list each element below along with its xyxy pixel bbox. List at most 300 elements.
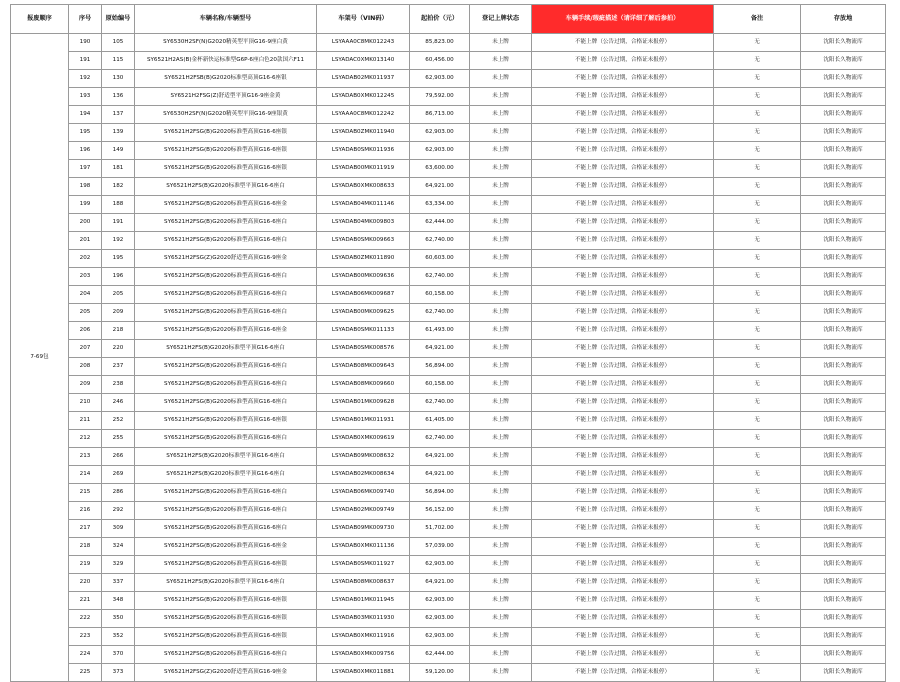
price-cell: 62,444.00 [410, 646, 470, 664]
name-cell: SY6521H2FSB(B)G2020标准型高顶G16-6座银 [135, 70, 317, 88]
name-cell: SY6521H2FS(B)G2020标准型平顶G16-6座白 [135, 178, 317, 196]
transfer-cell: 不能上牌（公告过期，合格证未报停） [532, 448, 714, 466]
transfer-cell: 不能上牌（公告过期，合格证未报停） [532, 340, 714, 358]
orig-no-cell: 191 [102, 214, 135, 232]
header-reg: 登记上牌状态 [470, 5, 532, 34]
vin-cell: LSYADAB04MK011146 [317, 196, 410, 214]
seq-cell: 215 [69, 484, 102, 502]
seq-cell: 208 [69, 358, 102, 376]
name-cell: SY6521H2FSG(B)G2020标准型高顶G16-6座银 [135, 160, 317, 178]
vin-cell: LSYADAB01MK009628 [317, 394, 410, 412]
vin-cell: LSYADAB0SMK011927 [317, 556, 410, 574]
name-cell: SY6521H2FS(B)G2020标准型平顶G16-6座白 [135, 466, 317, 484]
remark-cell: 无 [714, 214, 801, 232]
vin-cell: LSYADAB06MK009740 [317, 484, 410, 502]
transfer-cell: 不能上牌（公告过期，合格证未报停） [532, 538, 714, 556]
table-row [11, 178, 886, 196]
transfer-cell: 不能上牌（公告过期，合格证未报停） [532, 232, 714, 250]
storage-cell: 沈阳长久物流库 [801, 52, 886, 70]
vin-cell: LSYADAB0XMK008633 [317, 178, 410, 196]
table-row [11, 592, 886, 610]
remark-cell: 无 [714, 628, 801, 646]
table-row [11, 106, 886, 124]
transfer-cell: 不能上牌（公告过期，合格证未报停） [532, 304, 714, 322]
name-cell: SY6521H2FSG(B)G2020标准型高顶G16-6座白 [135, 214, 317, 232]
vin-cell: LSYADAB08MK009643 [317, 358, 410, 376]
header-price: 起拍价（元） [410, 5, 470, 34]
name-cell: SY6521H2FSG(Z)G2020舒适型高顶G16-9座金 [135, 250, 317, 268]
orig-no-cell: 209 [102, 304, 135, 322]
transfer-cell: 不能上牌（公告过期，合格证未报停） [532, 268, 714, 286]
seq-cell: 206 [69, 322, 102, 340]
reg-cell: 未上牌 [470, 592, 532, 610]
price-cell: 62,740.00 [410, 304, 470, 322]
price-cell: 60,456.00 [410, 52, 470, 70]
remark-cell: 无 [714, 358, 801, 376]
seq-cell: 224 [69, 646, 102, 664]
price-cell: 62,740.00 [410, 394, 470, 412]
name-cell: SY6521H2FSG(B)G2020标准型高顶G16-6座白 [135, 520, 317, 538]
storage-cell: 沈阳长久物流库 [801, 268, 886, 286]
reg-cell: 未上牌 [470, 358, 532, 376]
seq-cell: 198 [69, 178, 102, 196]
price-cell: 62,740.00 [410, 430, 470, 448]
transfer-cell: 不能上牌（公告过期，合格证未报停） [532, 196, 714, 214]
batch-cell: 7-69包 [11, 34, 69, 682]
orig-no-cell: 373 [102, 664, 135, 682]
orig-no-cell: 255 [102, 430, 135, 448]
name-cell: SY6521H2FSG(B)G2020标准型高顶G16-6座银 [135, 610, 317, 628]
seq-cell: 190 [69, 34, 102, 52]
seq-cell: 220 [69, 574, 102, 592]
vin-cell: LSYADAB00MK009636 [317, 268, 410, 286]
name-cell: SY6521H2FS(B)G2020标准型平顶G16-6座白 [135, 340, 317, 358]
storage-cell: 沈阳长久物流库 [801, 646, 886, 664]
remark-cell: 无 [714, 286, 801, 304]
reg-cell: 未上牌 [470, 70, 532, 88]
seq-cell: 205 [69, 304, 102, 322]
transfer-cell: 不能上牌（公告过期，合格证未报停） [532, 124, 714, 142]
name-cell: SY6521H2FSG(B)G2020标准型高顶G16-6座金 [135, 196, 317, 214]
table-row [11, 610, 886, 628]
storage-cell: 沈阳长久物流库 [801, 484, 886, 502]
table-row [11, 124, 886, 142]
storage-cell: 沈阳长久物流库 [801, 232, 886, 250]
reg-cell: 未上牌 [470, 286, 532, 304]
seq-cell: 209 [69, 376, 102, 394]
vin-cell: LSYADAB08MK008637 [317, 574, 410, 592]
seq-cell: 212 [69, 430, 102, 448]
reg-cell: 未上牌 [470, 34, 532, 52]
reg-cell: 未上牌 [470, 88, 532, 106]
name-cell: SY6530H2SF(N)G2020精英型平顶G16-9座白黄 [135, 34, 317, 52]
table-row [11, 142, 886, 160]
price-cell: 62,903.00 [410, 70, 470, 88]
reg-cell: 未上牌 [470, 232, 532, 250]
vin-cell: LSYADAB00MK011919 [317, 160, 410, 178]
price-cell: 62,740.00 [410, 232, 470, 250]
reg-cell: 未上牌 [470, 574, 532, 592]
reg-cell: 未上牌 [470, 466, 532, 484]
table-row [11, 70, 886, 88]
transfer-cell: 不能上牌（公告过期，合格证未报停） [532, 484, 714, 502]
transfer-cell: 不能上牌（公告过期，合格证未报停） [532, 502, 714, 520]
name-cell: SY6521H2FSG(B)G2020标准型高顶G16-6座银 [135, 556, 317, 574]
transfer-cell: 不能上牌（公告过期，合格证未报停） [532, 628, 714, 646]
remark-cell: 无 [714, 34, 801, 52]
name-cell: SY6530H2SF(N)G2020精英型平顶G16-9座银黄 [135, 106, 317, 124]
table-row [11, 34, 886, 52]
seq-cell: 204 [69, 286, 102, 304]
name-cell: SY6521H2FSG(B)G2020标准型高顶G16-6座白 [135, 394, 317, 412]
transfer-cell: 不能上牌（公告过期，合格证未报停） [532, 466, 714, 484]
reg-cell: 未上牌 [470, 106, 532, 124]
seq-cell: 201 [69, 232, 102, 250]
seq-cell: 210 [69, 394, 102, 412]
table-row [11, 484, 886, 502]
storage-cell: 沈阳长久物流库 [801, 412, 886, 430]
remark-cell: 无 [714, 430, 801, 448]
price-cell: 63,600.00 [410, 160, 470, 178]
remark-cell: 无 [714, 646, 801, 664]
reg-cell: 未上牌 [470, 538, 532, 556]
transfer-cell: 不能上牌（公告过期，合格证未报停） [532, 430, 714, 448]
vin-cell: LSYADAB0XMK012245 [317, 88, 410, 106]
orig-no-cell: 324 [102, 538, 135, 556]
price-cell: 57,039.00 [410, 538, 470, 556]
remark-cell: 无 [714, 88, 801, 106]
orig-no-cell: 350 [102, 610, 135, 628]
reg-cell: 未上牌 [470, 610, 532, 628]
orig-no-cell: 286 [102, 484, 135, 502]
price-cell: 86,713.00 [410, 106, 470, 124]
seq-cell: 191 [69, 52, 102, 70]
name-cell: SY6521H2FSG(B)G2020标准型高顶G16-6座白 [135, 268, 317, 286]
remark-cell: 无 [714, 376, 801, 394]
orig-no-cell: 139 [102, 124, 135, 142]
reg-cell: 未上牌 [470, 412, 532, 430]
reg-cell: 未上牌 [470, 304, 532, 322]
seq-cell: 199 [69, 196, 102, 214]
name-cell: SY6521H2FS(B)G2020标准型平顶G16-6座白 [135, 574, 317, 592]
price-cell: 62,903.00 [410, 628, 470, 646]
vin-cell: LSYADAB00MK009625 [317, 304, 410, 322]
storage-cell: 沈阳长久物流库 [801, 124, 886, 142]
name-cell: SY6521H2FSG(B)G2020标准型高顶G16-6座银 [135, 412, 317, 430]
transfer-cell: 不能上牌（公告过期，合格证未报停） [532, 160, 714, 178]
vin-cell: LSYADAB08MK009660 [317, 376, 410, 394]
orig-no-cell: 196 [102, 268, 135, 286]
reg-cell: 未上牌 [470, 520, 532, 538]
reg-cell: 未上牌 [470, 160, 532, 178]
price-cell: 64,921.00 [410, 466, 470, 484]
price-cell: 64,921.00 [410, 574, 470, 592]
remark-cell: 无 [714, 178, 801, 196]
name-cell: SY6521H2FSG(Z)G2020舒适型高顶G16-9座金 [135, 664, 317, 682]
table-row [11, 628, 886, 646]
transfer-cell: 不能上牌（公告过期，合格证未报停） [532, 664, 714, 682]
storage-cell: 沈阳长久物流库 [801, 430, 886, 448]
name-cell: SY6521H2FSG(B)G2020标准型高顶G16-6座银 [135, 592, 317, 610]
remark-cell: 无 [714, 160, 801, 178]
transfer-cell: 不能上牌（公告过期，合格证未报停） [532, 520, 714, 538]
table-row [11, 268, 886, 286]
name-cell: SY6521H2AS(B)金杯新快运标准型G6P-6座白色20款国六F11 [135, 52, 317, 70]
name-cell: SY6521H2FSG(B)G2020标准型高顶G16-6座银 [135, 628, 317, 646]
transfer-cell: 不能上牌（公告过期，合格证未报停） [532, 412, 714, 430]
vin-cell: LSYADAB09MK009730 [317, 520, 410, 538]
storage-cell: 沈阳长久物流库 [801, 628, 886, 646]
header-name: 车辆名称/车辆型号 [135, 5, 317, 34]
price-cell: 79,592.00 [410, 88, 470, 106]
orig-no-cell: 352 [102, 628, 135, 646]
table-row [11, 304, 886, 322]
remark-cell: 无 [714, 196, 801, 214]
transfer-cell: 不能上牌（公告过期，合格证未报停） [532, 250, 714, 268]
vin-cell: LSYADAB0ZMK011940 [317, 124, 410, 142]
seq-cell: 192 [69, 70, 102, 88]
storage-cell: 沈阳长久物流库 [801, 664, 886, 682]
table-row [11, 214, 886, 232]
orig-no-cell: 218 [102, 322, 135, 340]
remark-cell: 无 [714, 412, 801, 430]
header-transfer: 车辆手续/瑕疵描述（请详细了解后参拍） [532, 5, 714, 34]
storage-cell: 沈阳长久物流库 [801, 88, 886, 106]
price-cell: 85,823.00 [410, 34, 470, 52]
table-row [11, 358, 886, 376]
seq-cell: 222 [69, 610, 102, 628]
storage-cell: 沈阳长久物流库 [801, 250, 886, 268]
remark-cell: 无 [714, 664, 801, 682]
price-cell: 62,903.00 [410, 592, 470, 610]
price-cell: 56,894.00 [410, 484, 470, 502]
table-row [11, 394, 886, 412]
price-cell: 62,740.00 [410, 268, 470, 286]
transfer-cell: 不能上牌（公告过期，合格证未报停） [532, 556, 714, 574]
reg-cell: 未上牌 [470, 196, 532, 214]
remark-cell: 无 [714, 592, 801, 610]
header-row [11, 5, 886, 34]
reg-cell: 未上牌 [470, 340, 532, 358]
name-cell: SY6521H2FSG(B)G2020标准型高顶G16-6座白 [135, 502, 317, 520]
remark-cell: 无 [714, 106, 801, 124]
transfer-cell: 不能上牌（公告过期，合格证未报停） [532, 574, 714, 592]
seq-cell: 203 [69, 268, 102, 286]
seq-cell: 197 [69, 160, 102, 178]
orig-no-cell: 237 [102, 358, 135, 376]
storage-cell: 沈阳长久物流库 [801, 196, 886, 214]
vin-cell: LSYADAB03MK011930 [317, 610, 410, 628]
seq-cell: 223 [69, 628, 102, 646]
transfer-cell: 不能上牌（公告过期，合格证未报停） [532, 394, 714, 412]
header-storage: 存放地 [801, 5, 886, 34]
vin-cell: LSYADAB0XMK011136 [317, 538, 410, 556]
seq-cell: 193 [69, 88, 102, 106]
seq-cell: 202 [69, 250, 102, 268]
name-cell: SY6521H2FSG(B)G2020标准型高顶G16-6座银 [135, 124, 317, 142]
table-row [11, 448, 886, 466]
table-row [11, 556, 886, 574]
price-cell: 63,334.00 [410, 196, 470, 214]
reg-cell: 未上牌 [470, 268, 532, 286]
storage-cell: 沈阳长久物流库 [801, 394, 886, 412]
table-row [11, 196, 886, 214]
remark-cell: 无 [714, 520, 801, 538]
transfer-cell: 不能上牌（公告过期，合格证未报停） [532, 322, 714, 340]
reg-cell: 未上牌 [470, 250, 532, 268]
name-cell: SY6521H2FS(B)G2020标准型平顶G16-6座白 [135, 448, 317, 466]
storage-cell: 沈阳长久物流库 [801, 592, 886, 610]
price-cell: 60,158.00 [410, 286, 470, 304]
price-cell: 64,921.00 [410, 448, 470, 466]
table-row [11, 664, 886, 682]
storage-cell: 沈阳长久物流库 [801, 340, 886, 358]
price-cell: 61,405.00 [410, 412, 470, 430]
seq-cell: 207 [69, 340, 102, 358]
orig-no-cell: 252 [102, 412, 135, 430]
transfer-cell: 不能上牌（公告过期，合格证未报停） [532, 646, 714, 664]
transfer-cell: 不能上牌（公告过期，合格证未报停） [532, 610, 714, 628]
name-cell: SY6521H2FSG(B)G2020标准型高顶G16-6座白 [135, 358, 317, 376]
storage-cell: 沈阳长久物流库 [801, 286, 886, 304]
remark-cell: 无 [714, 268, 801, 286]
seq-cell: 216 [69, 502, 102, 520]
table-row [11, 574, 886, 592]
name-cell: SY6521H2FSG(B)G2020标准型高顶G16-6座金 [135, 538, 317, 556]
seq-cell: 214 [69, 466, 102, 484]
price-cell: 64,921.00 [410, 340, 470, 358]
name-cell: SY6521H2FSG(Z)舒适型平顶G16-9座金黄 [135, 88, 317, 106]
table-row [11, 502, 886, 520]
reg-cell: 未上牌 [470, 484, 532, 502]
orig-no-cell: 149 [102, 142, 135, 160]
storage-cell: 沈阳长久物流库 [801, 304, 886, 322]
reg-cell: 未上牌 [470, 646, 532, 664]
vin-cell: LSYADAB02MK009749 [317, 502, 410, 520]
reg-cell: 未上牌 [470, 376, 532, 394]
storage-cell: 沈阳长久物流库 [801, 448, 886, 466]
storage-cell: 沈阳长久物流库 [801, 502, 886, 520]
reg-cell: 未上牌 [470, 214, 532, 232]
vin-cell: LSYADAB04MK009803 [317, 214, 410, 232]
storage-cell: 沈阳长久物流库 [801, 214, 886, 232]
price-cell: 62,903.00 [410, 610, 470, 628]
table-row [11, 286, 886, 304]
name-cell: SY6521H2FSG(B)G2020标准型高顶G16-6座白 [135, 304, 317, 322]
remark-cell: 无 [714, 340, 801, 358]
remark-cell: 无 [714, 142, 801, 160]
remark-cell: 无 [714, 502, 801, 520]
header-orig-no: 原始编号 [102, 5, 135, 34]
price-cell: 60,158.00 [410, 376, 470, 394]
transfer-cell: 不能上牌（公告过期，合格证未报停） [532, 106, 714, 124]
orig-no-cell: 337 [102, 574, 135, 592]
remark-cell: 无 [714, 304, 801, 322]
remark-cell: 无 [714, 70, 801, 88]
orig-no-cell: 137 [102, 106, 135, 124]
remark-cell: 无 [714, 250, 801, 268]
transfer-cell: 不能上牌（公告过期，合格证未报停） [532, 178, 714, 196]
transfer-cell: 不能上牌（公告过期，合格证未报停） [532, 34, 714, 52]
orig-no-cell: 246 [102, 394, 135, 412]
storage-cell: 沈阳长久物流库 [801, 70, 886, 88]
vin-cell: LSYADAB06MK009687 [317, 286, 410, 304]
name-cell: SY6521H2FSG(B)G2020标准型高顶G16-6座银 [135, 142, 317, 160]
table-row [11, 160, 886, 178]
table-row [11, 52, 886, 70]
table-row [11, 250, 886, 268]
table-row [11, 430, 886, 448]
price-cell: 60,603.00 [410, 250, 470, 268]
orig-no-cell: 269 [102, 466, 135, 484]
table-body [11, 34, 886, 682]
storage-cell: 沈阳长久物流库 [801, 574, 886, 592]
orig-no-cell: 182 [102, 178, 135, 196]
orig-no-cell: 192 [102, 232, 135, 250]
reg-cell: 未上牌 [470, 124, 532, 142]
header-vin: 车架号（VIN码） [317, 5, 410, 34]
table-row [11, 412, 886, 430]
storage-cell: 沈阳长久物流库 [801, 538, 886, 556]
storage-cell: 沈阳长久物流库 [801, 106, 886, 124]
table-row [11, 466, 886, 484]
name-cell: SY6521H2FSG(B)G2020标准型高顶G16-6座金 [135, 322, 317, 340]
orig-no-cell: 238 [102, 376, 135, 394]
table-row [11, 232, 886, 250]
orig-no-cell: 292 [102, 502, 135, 520]
storage-cell: 沈阳长久物流库 [801, 376, 886, 394]
orig-no-cell: 115 [102, 52, 135, 70]
price-cell: 56,894.00 [410, 358, 470, 376]
orig-no-cell: 136 [102, 88, 135, 106]
storage-cell: 沈阳长久物流库 [801, 556, 886, 574]
seq-cell: 219 [69, 556, 102, 574]
vin-cell: LSYADAB0XMK009756 [317, 646, 410, 664]
storage-cell: 沈阳长久物流库 [801, 466, 886, 484]
orig-no-cell: 370 [102, 646, 135, 664]
price-cell: 56,152.00 [410, 502, 470, 520]
vin-cell: LSYADAB01MK011931 [317, 412, 410, 430]
reg-cell: 未上牌 [470, 430, 532, 448]
orig-no-cell: 130 [102, 70, 135, 88]
remark-cell: 无 [714, 610, 801, 628]
remark-cell: 无 [714, 538, 801, 556]
remark-cell: 无 [714, 484, 801, 502]
table-row [11, 646, 886, 664]
reg-cell: 未上牌 [470, 628, 532, 646]
remark-cell: 无 [714, 394, 801, 412]
vin-cell: LSYADAB09MK008632 [317, 448, 410, 466]
table-row [11, 322, 886, 340]
seq-cell: 213 [69, 448, 102, 466]
vin-cell: LSYADAB02MK008634 [317, 466, 410, 484]
vin-cell: LSYAAA0C8MK012243 [317, 34, 410, 52]
orig-no-cell: 205 [102, 286, 135, 304]
name-cell: SY6521H2FSG(B)G2020标准型高顶G16-6座白 [135, 484, 317, 502]
price-cell: 51,702.00 [410, 520, 470, 538]
vin-cell: LSYADAB0XMK011916 [317, 628, 410, 646]
seq-cell: 225 [69, 664, 102, 682]
remark-cell: 无 [714, 322, 801, 340]
header-batch: 报废顺序 [11, 5, 69, 34]
seq-cell: 218 [69, 538, 102, 556]
storage-cell: 沈阳长久物流库 [801, 160, 886, 178]
table-row [11, 376, 886, 394]
table-row [11, 520, 886, 538]
vin-cell: LSYADAB0SMK011936 [317, 142, 410, 160]
reg-cell: 未上牌 [470, 52, 532, 70]
vin-cell: LSYADAB0SMK011133 [317, 322, 410, 340]
